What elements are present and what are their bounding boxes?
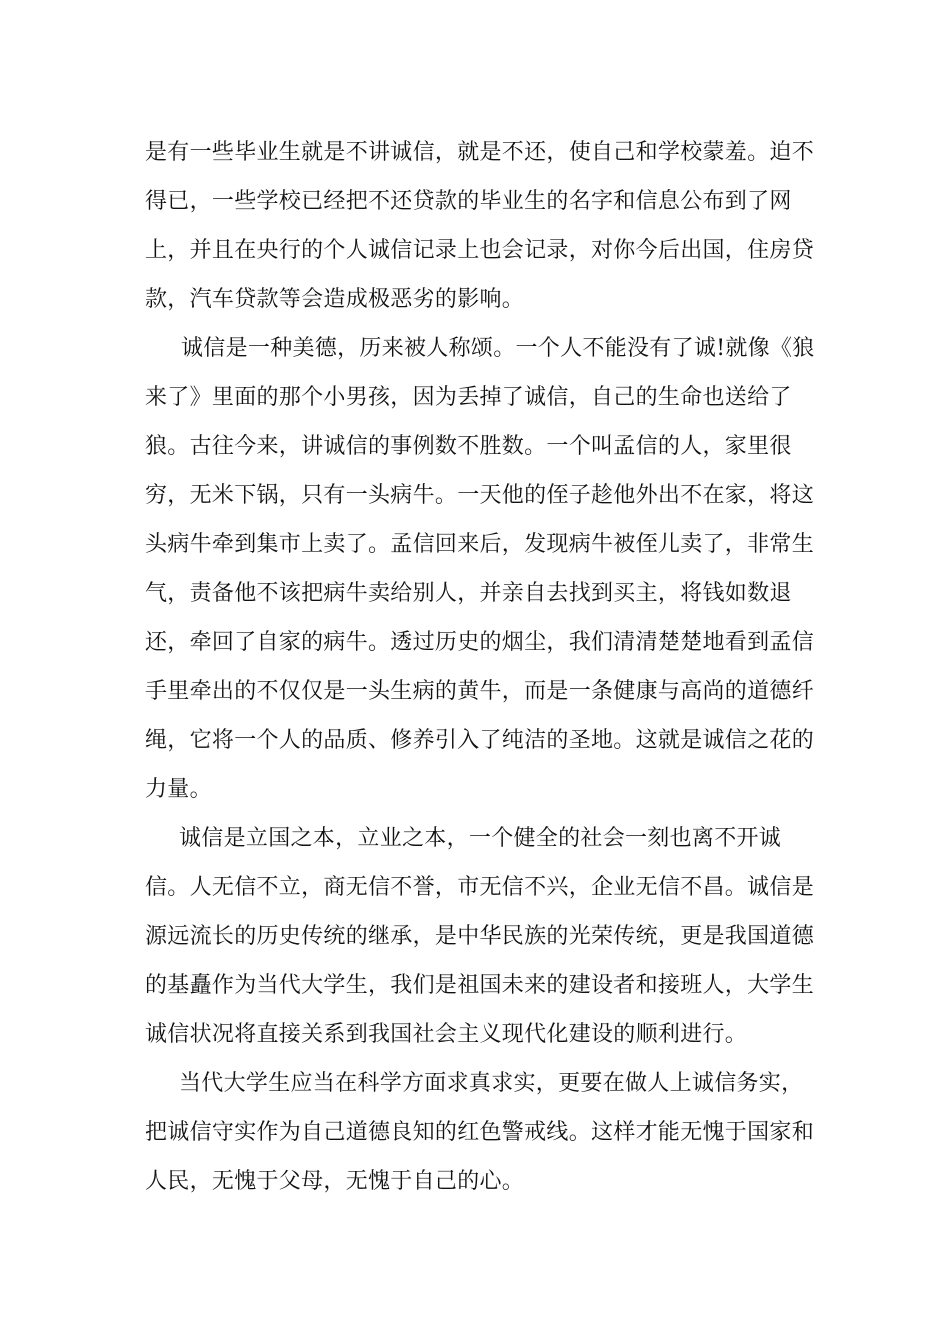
document-body [145, 128, 825, 1206]
paragraph-1: 是有一些毕业生就是不讲诚信，就是不还，使自己和学校蒙羞。迫不得已，一些学校已经把不还贷款的毕业生的名字和信息公布到了网上，并且在央行的个人诚信记录上也会记录，对你今后出国，住房贷款，汽车贷款等会造成极恶劣的影响。 [145, 140, 815, 312]
paragraph-4: 当代大学生应当在科学方面求真求实，更要在做人上诚信务实，把诚信守实作为自己道德良知的红色警戒线。这样才能无愧于国家和人民，无愧于父母，无愧于自己的心。 [145, 1071, 815, 1194]
paragraph-3: 诚信是立国之本，立业之本，一个健全的社会一刻也离不开诚信。人无信不立，商无信不誉，市无信不兴，企业无信不昌。诚信是源远流长的历史传统的继承，是中华民族的光荣传统，更是我国道德的基矗作为当代大学生，我们是祖国未来的建设者和接班人，大学生诚信状况将直接关系到我国社会主义现代化建设的顺利进行。 [145, 826, 815, 1047]
paragraph-2: 诚信是一种美德，历来被人称颂。一个人不能没有了诚!就像《狼来了》里面的那个小男孩，因为丢掉了诚信，自己的生命也送给了狼。古往今来，讲诚信的事例数不胜数。一个叫孟信的人，家里很穷，无米下锅，只有一头病牛。一天他的侄子趁他外出不在家，将这头病牛牵到集市上卖了。孟信回来后，发现病牛被侄儿卖了，非常生气，责备他不该把病牛卖给别人，并亲自去找到买主，将钱如数退还，牵回了自家的病牛。透过历史的烟尘，我们清清楚楚地看到孟信手里牵出的不仅仅是一头生病的黄牛，而是一条健康与高尚的道德纤绳，它将一个人的品质、修养引入了纯洁的圣地。这就是诚信之花的力量。 [145, 336, 815, 802]
